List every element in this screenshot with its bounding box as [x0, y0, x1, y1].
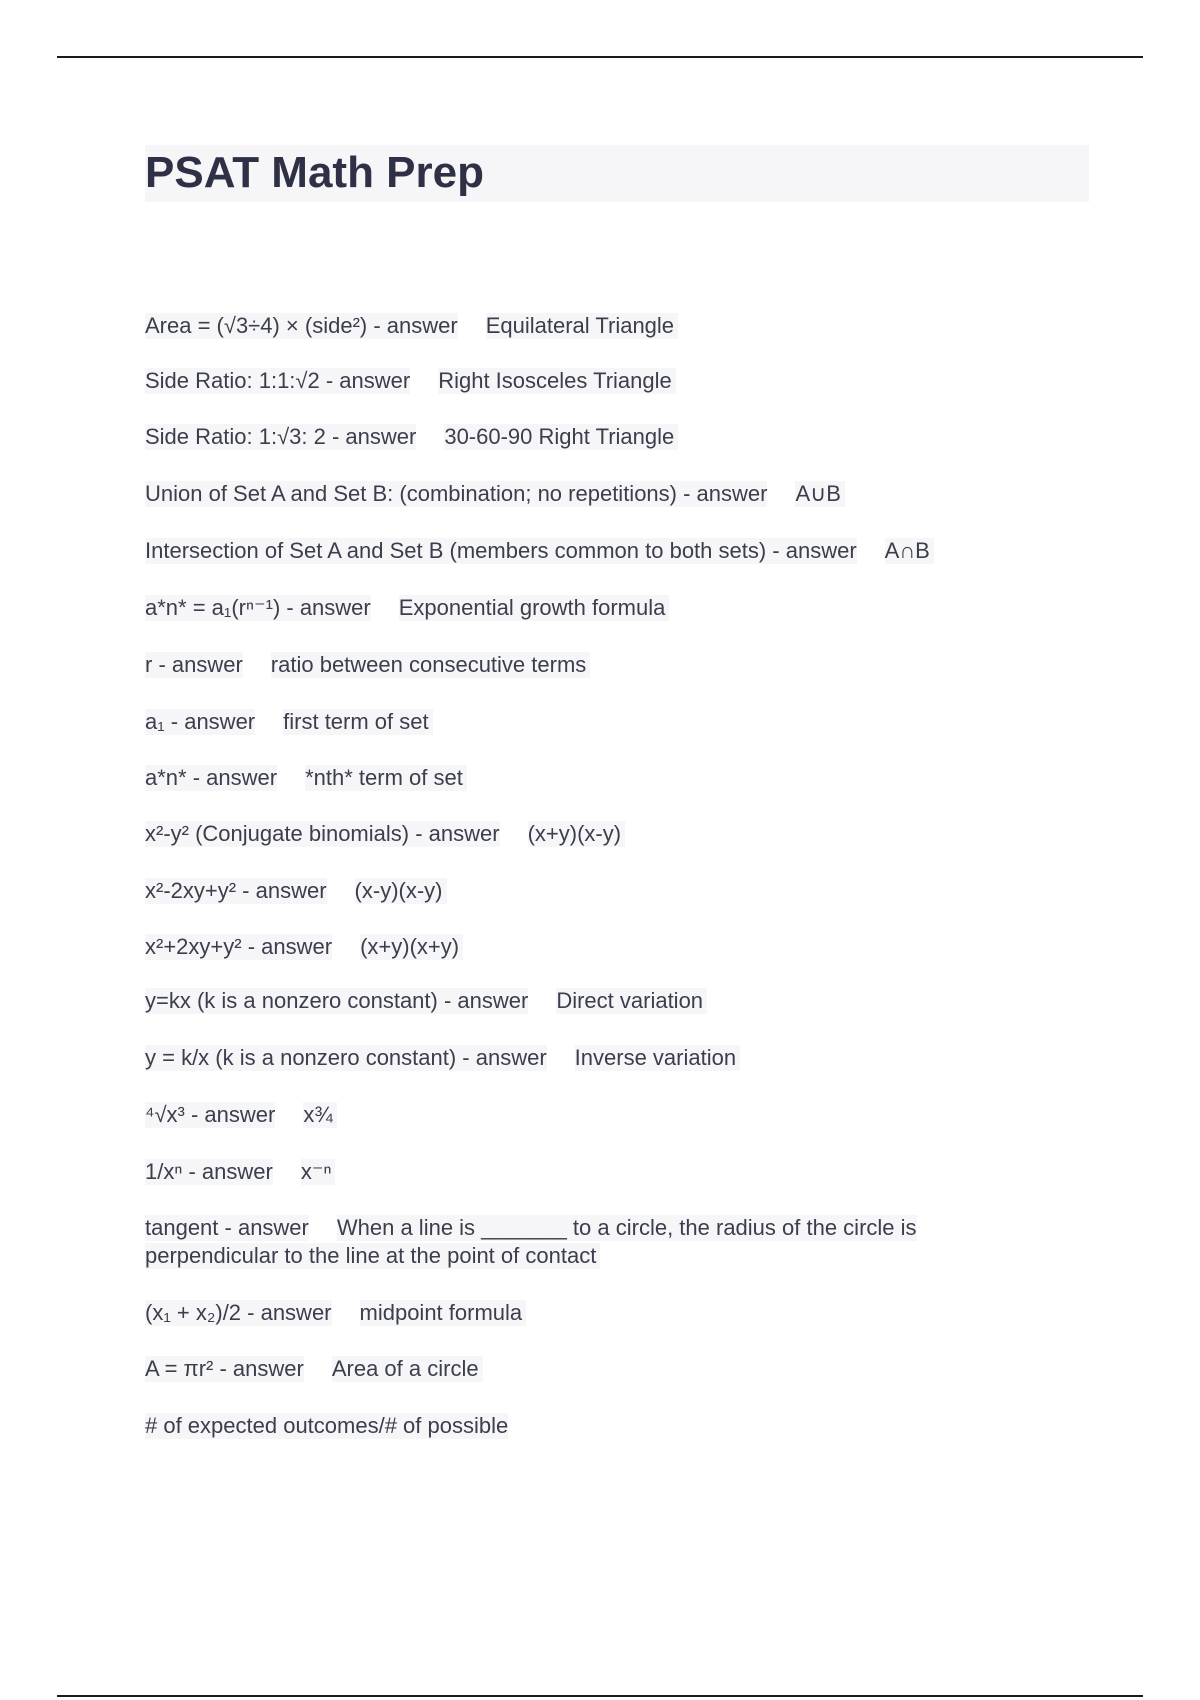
flashcard-question: ⁴√x³ - answer [145, 1102, 276, 1127]
flashcard-answer: When a line is _______ to a circle, the radius of the circle is perpendicular to the line at the point of contact [145, 1215, 917, 1268]
flashcard [145, 312, 678, 340]
flashcard-answer: Right Isosceles Triangle [438, 368, 676, 394]
flashcard-question: # of expected outcomes/# of possible [145, 1413, 509, 1438]
flashcard-question: Side Ratio: 1:1:√2 - answer [145, 368, 411, 393]
flashcard-answer: midpoint formula [360, 1300, 527, 1326]
flashcard [145, 708, 433, 736]
flashcard-answer: A∪B [795, 481, 844, 507]
flashcard-answer: x⁻ⁿ [301, 1159, 336, 1185]
flashcard-question: y=kx (k is a nonzero constant) - answer [145, 988, 529, 1013]
flashcard [145, 1412, 508, 1440]
flashcard [145, 764, 467, 792]
flashcard [145, 1044, 740, 1072]
flashcard-question: a*n* = a₁(rⁿ⁻¹) - answer [145, 595, 371, 620]
flashcard-answer: (x-y)(x-y) [355, 878, 447, 904]
flashcard [145, 1299, 526, 1327]
flashcard-answer: *nth* term of set [305, 765, 467, 791]
flashcard-question: x²+2xy+y² - answer [145, 934, 333, 959]
flashcard-answer: first term of set [283, 709, 432, 735]
flashcard-question: x²-2xy+y² - answer [145, 878, 327, 903]
flashcard-answer: ratio between consecutive terms [271, 652, 591, 678]
flashcard-question: Area = (√3÷4) × (side²) - answer [145, 313, 458, 338]
flashcard-answer: (x+y)(x-y) [528, 821, 625, 847]
flashcard-question: a*n* - answer [145, 765, 278, 790]
flashcard-answer: 30-60-90 Right Triangle [444, 424, 678, 450]
flashcard-question: (x₁ + x₂)/2 - answer [145, 1300, 332, 1325]
flashcard [145, 651, 590, 679]
flashcard-answer: (x+y)(x+y) [360, 934, 463, 960]
flashcard [145, 877, 447, 905]
flashcard-question: tangent - answer [145, 1215, 309, 1240]
flashcard [145, 933, 463, 961]
flashcard-question: A = πr² - answer [145, 1356, 304, 1381]
flashcard-answer: Exponential growth formula [399, 595, 670, 621]
flashcard-question: a₁ - answer [145, 709, 256, 734]
flashcard-question: 1/xⁿ - answer [145, 1159, 273, 1184]
flashcard-answer: Direct variation [556, 988, 707, 1014]
flashcard-answer: Inverse variation [575, 1045, 740, 1071]
flashcard [145, 1355, 483, 1383]
flashcard-question: Side Ratio: 1:√3: 2 - answer [145, 424, 417, 449]
flashcard-answer: x¾ [303, 1102, 336, 1128]
flashcard [145, 594, 669, 622]
top-rule [57, 56, 1143, 58]
flashcard [145, 480, 845, 508]
flashcard [145, 987, 707, 1015]
bottom-rule [57, 1695, 1143, 1697]
flashcard-question: r - answer [145, 652, 243, 677]
page-title: PSAT Math Prep [145, 148, 485, 197]
flashcard [145, 423, 678, 451]
flashcard [145, 1158, 335, 1186]
flashcard-answer: Area of a circle [332, 1356, 483, 1382]
flashcard-question: x²-y² (Conjugate binomials) - answer [145, 821, 500, 846]
flashcard [145, 1214, 1025, 1270]
flashcard [145, 367, 676, 395]
flashcard-question: y = k/x (k is a nonzero constant) - answer [145, 1045, 547, 1070]
flashcard-answer: A∩B [885, 538, 934, 564]
flashcard-question: Intersection of Set A and Set B (members common to both sets) - answer [145, 538, 857, 563]
flashcard [145, 820, 625, 848]
flashcard [145, 537, 934, 565]
flashcard [145, 1101, 337, 1129]
flashcard-answer: Equilateral Triangle [486, 313, 678, 339]
flashcard-question: Union of Set A and Set B: (combination; no repetitions) - answer [145, 481, 768, 506]
